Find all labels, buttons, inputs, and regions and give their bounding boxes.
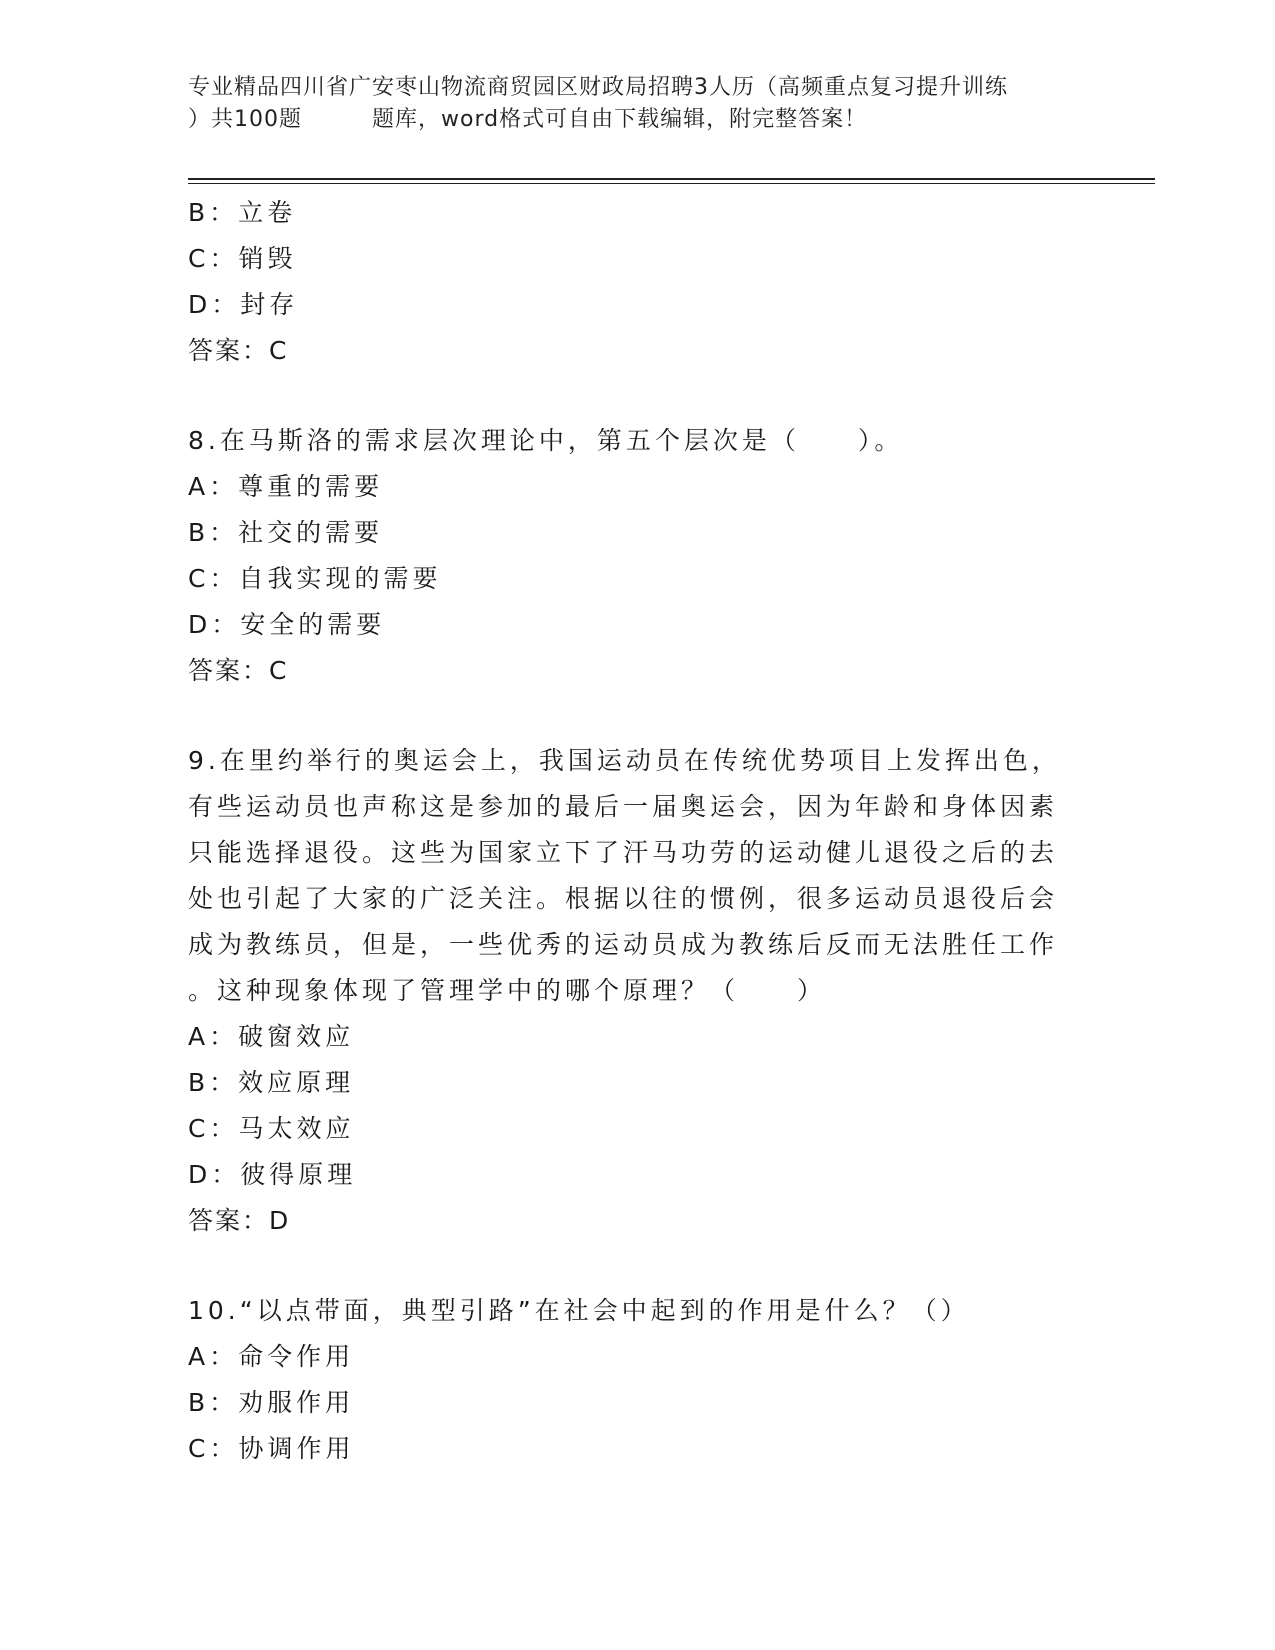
question-list xyxy=(188,190,1088,1472)
question-text-line: 成为教练员，但是，一些优秀的运动员成为教练后反而无法胜任工作 xyxy=(188,930,1059,959)
header-rule-thin xyxy=(188,183,1155,184)
option-d: D：彼得原理 xyxy=(188,1160,357,1189)
question-10 xyxy=(188,1288,1088,1472)
option-a: A：尊重的需要 xyxy=(188,472,384,501)
question-text: 8.在马斯洛的需求层次理论中，第五个层次是（ ）。 xyxy=(188,426,904,455)
answer: 答案：D xyxy=(188,1206,291,1235)
option-b: B：效应原理 xyxy=(188,1068,355,1097)
option-c: C：马太效应 xyxy=(188,1114,355,1143)
option-c: C：销毁 xyxy=(188,244,297,273)
document-header xyxy=(188,72,1148,136)
question-text-line: 处也引起了大家的广泛关注。根据以往的惯例，很多运动员退役后会 xyxy=(188,884,1059,913)
option-d: D：封存 xyxy=(188,290,299,319)
option-c: C：自我实现的需要 xyxy=(188,564,442,593)
option-b: B：社交的需要 xyxy=(188,518,384,547)
answer: 答案：C xyxy=(188,336,289,365)
question-7 xyxy=(188,190,1088,374)
header-title-line-1: 专业精品四川省广安枣山物流商贸园区财政局招聘3人历（高频重点复习提升训练 xyxy=(188,75,1008,100)
question-text-line: 只能选择退役。这些为国家立下了汗马功劳的运动健儿退役之后的去 xyxy=(188,838,1059,867)
header-title-line-2 xyxy=(188,104,1148,136)
question-8 xyxy=(188,418,1088,694)
option-d: D：安全的需要 xyxy=(188,610,386,639)
header-rule-thick xyxy=(188,178,1155,180)
question-text: 10.“以点带面，典型引路”在社会中起到的作用是什么？（） xyxy=(188,1296,970,1325)
header-title-part-b: 题库，word格式可自由下载编辑，附完整答案！ xyxy=(372,107,868,132)
option-a: A：命令作用 xyxy=(188,1342,355,1371)
question-text-line: 9.在里约举行的奥运会上，我国运动员在传统优势项目上发挥出色， xyxy=(188,746,1061,775)
option-a: A：破窗效应 xyxy=(188,1022,355,1051)
option-c: C：协调作用 xyxy=(188,1434,355,1463)
question-text-line: 。这种现象体现了管理学中的哪个原理？（ ） xyxy=(188,976,827,1005)
option-b: B：立卷 xyxy=(188,198,297,227)
header-title-part-a: ）共100题 xyxy=(188,107,302,132)
answer: 答案：C xyxy=(188,656,289,685)
question-text-line: 有些运动员也声称这是参加的最后一届奥运会，因为年龄和身体因素 xyxy=(188,792,1059,821)
option-b: B：劝服作用 xyxy=(188,1388,355,1417)
question-9 xyxy=(188,738,1088,1244)
